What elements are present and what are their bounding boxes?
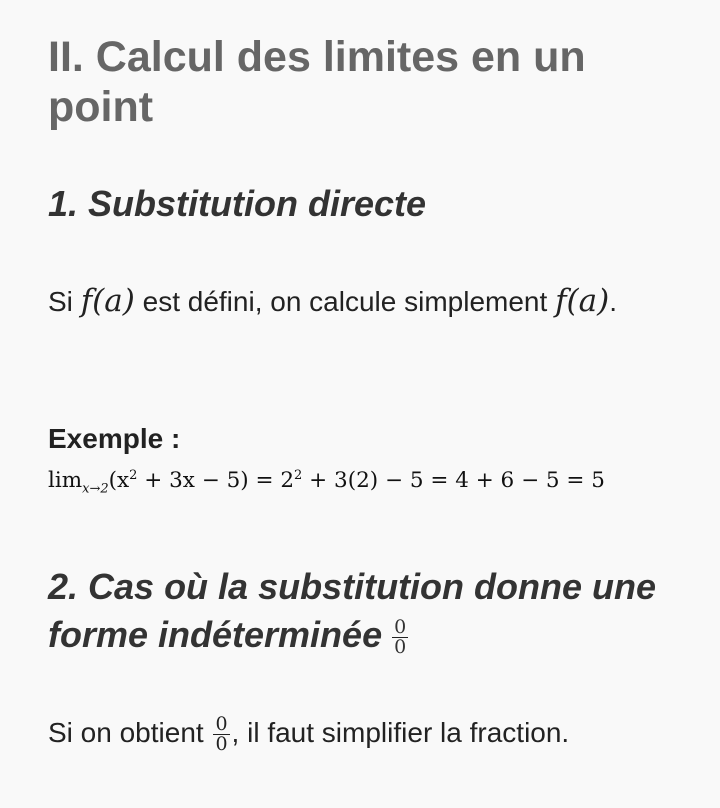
math-f-of-a: f(a) [80,283,135,319]
paragraph-text: Si on obtient [48,717,212,748]
fraction-zero-over-zero [392,615,408,658]
formula-part: + 3x − 5) = 2 [137,468,295,494]
formula-exponent: 2 [129,468,138,483]
formula-subscript: x→2 [82,481,109,497]
section-title: II. Calcul des limites en un point [48,33,586,131]
fraction-denominator: 0 [394,635,407,658]
formula-part: (x [108,468,130,494]
indeterminate-form-paragraph [48,710,688,756]
fraction-denominator: 0 [215,733,228,756]
subsection-title-indeterminate-form [48,563,688,659]
formula-lim: lim [48,468,83,494]
fraction-numerator: 0 [215,713,228,736]
paragraph-text: Si [48,286,81,317]
example-formula [48,468,688,496]
fraction-numerator: 0 [394,615,407,638]
formula-part: + 3(2) − 5 = 4 + 6 − 5 = 5 [302,468,605,494]
paragraph-text: , il faut simplifier la fraction. [231,717,570,748]
math-f-of-a: f(a) [555,283,610,319]
fraction-zero-over-zero [213,715,229,754]
formula-exponent: 2 [294,468,303,483]
subsection-title-direct-substitution: 1. Substitution directe [48,183,427,224]
subsection-title-text: 2. Cas où la substitution donne une forme indéterminée [48,566,657,655]
example-label: Exemple : [48,423,181,454]
paragraph-text: . [609,286,617,317]
paragraph-text: est défini, on calcule simplement [134,286,556,317]
direct-substitution-paragraph [48,278,688,325]
